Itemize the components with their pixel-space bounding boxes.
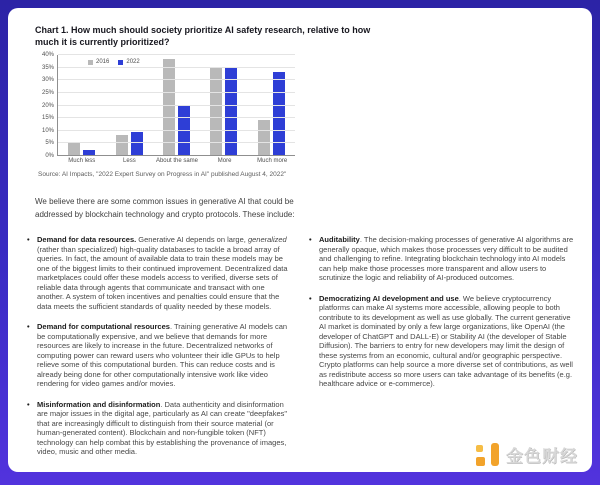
brand-name: 金色财经 [506,447,578,466]
y-tick-label: 15% [41,115,54,122]
bar-2016-much-less [68,142,80,155]
chart-title: Chart 1. How much should society prioritize AI safety research, relative to how much it is currently prioritized? [35,25,371,47]
y-tick-label: 40% [41,52,54,58]
gridline [58,105,295,106]
y-tick-label: 5% [45,140,54,147]
logo-small-square [476,445,483,452]
chart-legend [88,59,140,65]
bullet-column-right [308,235,574,468]
x-tick-label: Much more [257,158,288,164]
logo-vertical-bar [491,443,499,466]
y-tick-label: 30% [41,77,54,84]
bar-2016-less [116,135,128,155]
gridline [58,79,295,80]
legend-swatch [88,60,93,65]
y-tick-label: 10% [41,127,54,134]
x-tick-label: Less [123,158,136,164]
article-card [8,8,592,472]
chart-y-axis [38,52,57,159]
bullet-item: • Demand for data resources. Generative AI depends on large, generalized (rather than specialized) high-quality databases to tackle a broad array of queries. In fact, the amount of available data to train these models may be one of the biggest limits to their continued improvement. Decentralized data marketplaces could offer these models access to verified, diverse sets of reliable data through agents that communicate and transact with one another. A system of token incentives and penalties could ensure that the data meets the sufficient standards of quality needed by these models. [26,235,292,311]
bullet-item: • Democratizing AI development and use. We believe cryptocurrency platforms can make AI systems more accessible, allowing people to both contribute to its development as well as use globally. The current generative AI market is dominated by only a few large organizations, like OpenAI (the developer of ChatGPT and DALL-E) or Stability AI (the developer of Stable Diffusion). The barriers to entry for new developers may limit the design of these systems from an economic, cultural and/or geographic perspective. Crypto platforms can help source a more diverse set of contributions, as well as redistribute access so more users can take advantage of its benefits (e.g. healthcare advice or e-commerce). [308,294,574,389]
brand-watermark [475,442,578,467]
gridline [58,130,295,131]
y-tick-label: 35% [41,64,54,71]
x-tick-label: Much less [68,158,96,164]
chart-x-axis [58,158,296,164]
chart-source: Source: AI Impacts, "2022 Expert Survey on Progress in AI" published August 4, 2022" [38,171,287,178]
legend-label: 2022 [126,59,140,65]
legend-swatch [118,60,123,65]
chart-plot-area [57,55,295,156]
bullet-item: • Misinformation and disinformation. Data authenticity and disinformation are major issues in the digital age, particularly as AI can create "deepfakes" that are increasingly difficult to distinguish from their source material (or human-generated content). Blockchain and non-fungible token (NFT) technology can help combat this by establishing the provenance of images, video, music and other media. [26,400,292,457]
gridline [58,54,295,55]
y-tick-label: 20% [41,102,54,109]
bullet-item: • Demand for computational resources. Training generative AI models can be computationally expensive, and we believe that demands for more resources are likely to increase in the future. Decentralized networks of computing power can reward users who volunteer their idle GPUs to help relieve some of this computational burden. This can reduce costs and is already being done for other computationally intensive work like video rendering for video games and/or movies. [26,322,292,389]
y-tick-label: 25% [41,89,54,96]
golden-finance-logo-icon [475,442,500,467]
gridline [58,117,295,118]
gridline [58,67,295,68]
bullet-columns [26,235,574,468]
gridline [58,142,295,143]
bar-2022-much-less [83,150,95,155]
legend-item [88,59,109,65]
y-tick-label: 0% [45,153,54,159]
bar-chart [38,52,592,159]
bullet-column-left [26,235,292,468]
legend-item [118,59,139,65]
x-tick-label: About the same [155,158,198,164]
legend-label: 2016 [96,59,110,65]
logo-bottom-square [476,457,485,466]
bullet-item: • Auditability. The decision-making processes of generative AI algorithms are generally opaque, which makes those processes very difficult to be audited and challenging to refine. Integrating blockchain technology into AI models can help make those processes more transparent and allow users to scrutinize the logic and reliability of AI-produced outcomes. [308,235,574,283]
gridline [58,92,295,93]
intro-paragraph: We believe there are some common issues in generative AI that could be addressed by blockchain technology and crypto protocols. These include: [35,197,295,219]
bar-2022-less [131,132,143,155]
bar-2016-much-more [258,120,270,155]
bar-2016-about-the-same [163,59,175,155]
x-tick-label: More [217,158,232,164]
